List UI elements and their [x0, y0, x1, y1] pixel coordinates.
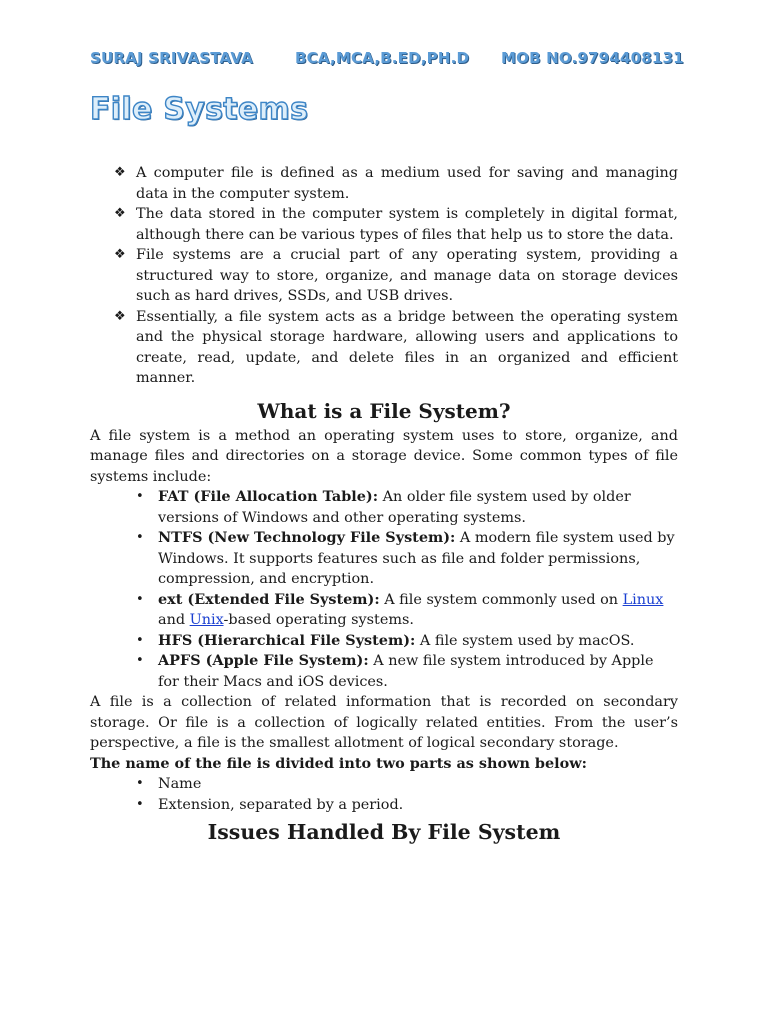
term: NTFS (New Technology File System):: [158, 529, 456, 546]
dot-bullet-icon: •: [136, 653, 144, 668]
list-item: [114, 245, 678, 307]
dot-bullet-icon: •: [136, 530, 144, 545]
list-item-text: File systems are a crucial part of any operating system, providing a structured way to store, organize, and manage data on storage devices such as hard drives, SSDs, and USB drives.: [136, 247, 678, 304]
section-heading-what-is: What is a File System?: [257, 398, 511, 423]
document-body: [90, 163, 678, 847]
page-title: File Systems: [90, 92, 309, 127]
diamond-bullet-icon: ❖: [114, 308, 126, 324]
term-description: -based operating systems.: [223, 612, 414, 628]
list-item-text: The data stored in the computer system is completely in digital format, although there can be various types of files that help us to store the data.: [136, 206, 678, 243]
term-description: A file system used by macOS.: [415, 632, 635, 649]
list-item-text: Extension, separated by a period.: [158, 796, 404, 813]
file-definition-paragraph: A file is a collection of related information that is recorded on secondary storage. Or file is a collection of logically related entities. From the user’s perspective, a file is the smallest allotment of logical secondary storage.: [90, 694, 678, 751]
name-parts-list: [90, 774, 678, 815]
name-parts-heading: The name of the file is divided into two parts as shown below:: [90, 754, 587, 772]
list-item-text: Name: [158, 776, 202, 792]
diamond-bullet-icon: ❖: [114, 206, 126, 221]
diamond-bullet-icon: ❖: [114, 247, 126, 262]
list-item: [136, 631, 678, 652]
term-description: A new file system introduced by Apple for their Macs and iOS devices.: [158, 653, 654, 690]
list-item: [136, 651, 678, 692]
diamond-bullet-icon: ❖: [114, 165, 126, 180]
section-heading-issues: Issues Handled By File System: [207, 820, 561, 844]
list-item: [136, 487, 678, 528]
term-description: and: [158, 612, 190, 628]
term-description: A modern file system used by Windows. It supports features such as file and folder permissions, compression, and encryption.: [158, 530, 675, 587]
term-description: An older file system used by older versions of Windows and other operating systems.: [158, 489, 631, 526]
linux-link[interactable]: Linux: [622, 591, 664, 608]
list-item: [136, 528, 678, 590]
author-qualifications: BCA,MCA,B.ED,PH.D: [295, 49, 470, 67]
file-system-types-list: [90, 487, 678, 692]
dot-bullet-icon: •: [136, 632, 144, 648]
unix-link[interactable]: Unix: [189, 612, 224, 628]
intro-list: [90, 163, 678, 389]
term: FAT (File Allocation Table):: [158, 488, 379, 505]
term-description: A file system commonly used on: [379, 591, 623, 608]
term: ext (Extended File System):: [158, 590, 380, 608]
dot-bullet-icon: •: [136, 796, 144, 812]
dot-bullet-icon: •: [136, 489, 144, 504]
list-item: [136, 590, 678, 631]
list-item: [136, 774, 678, 795]
dot-bullet-icon: •: [136, 591, 144, 607]
list-item: [136, 795, 678, 816]
author-name: SURAJ SRIVASTAVA: [90, 49, 253, 67]
list-item: [114, 204, 678, 245]
section-paragraph: A file system is a method an operating system uses to store, organize, and manage files and directories on a storage device. Some common types of file systems include:: [90, 427, 678, 485]
term: HFS (Hierarchical File System):: [158, 631, 416, 649]
list-item-text: Essentially, a file system acts as a bridge between the operating system and the physical storage hardware, allowing users and applications to create, read, update, and delete files in an organized and efficient manner.: [136, 308, 678, 386]
list-item: [114, 307, 678, 389]
list-item: [114, 163, 678, 204]
list-item-text: A computer file is defined as a medium used for saving and managing data in the computer system.: [136, 165, 678, 202]
author-mobile: MOB NO.9794408131: [501, 49, 684, 67]
dot-bullet-icon: •: [136, 776, 144, 791]
term: APFS (Apple File System):: [158, 652, 369, 669]
